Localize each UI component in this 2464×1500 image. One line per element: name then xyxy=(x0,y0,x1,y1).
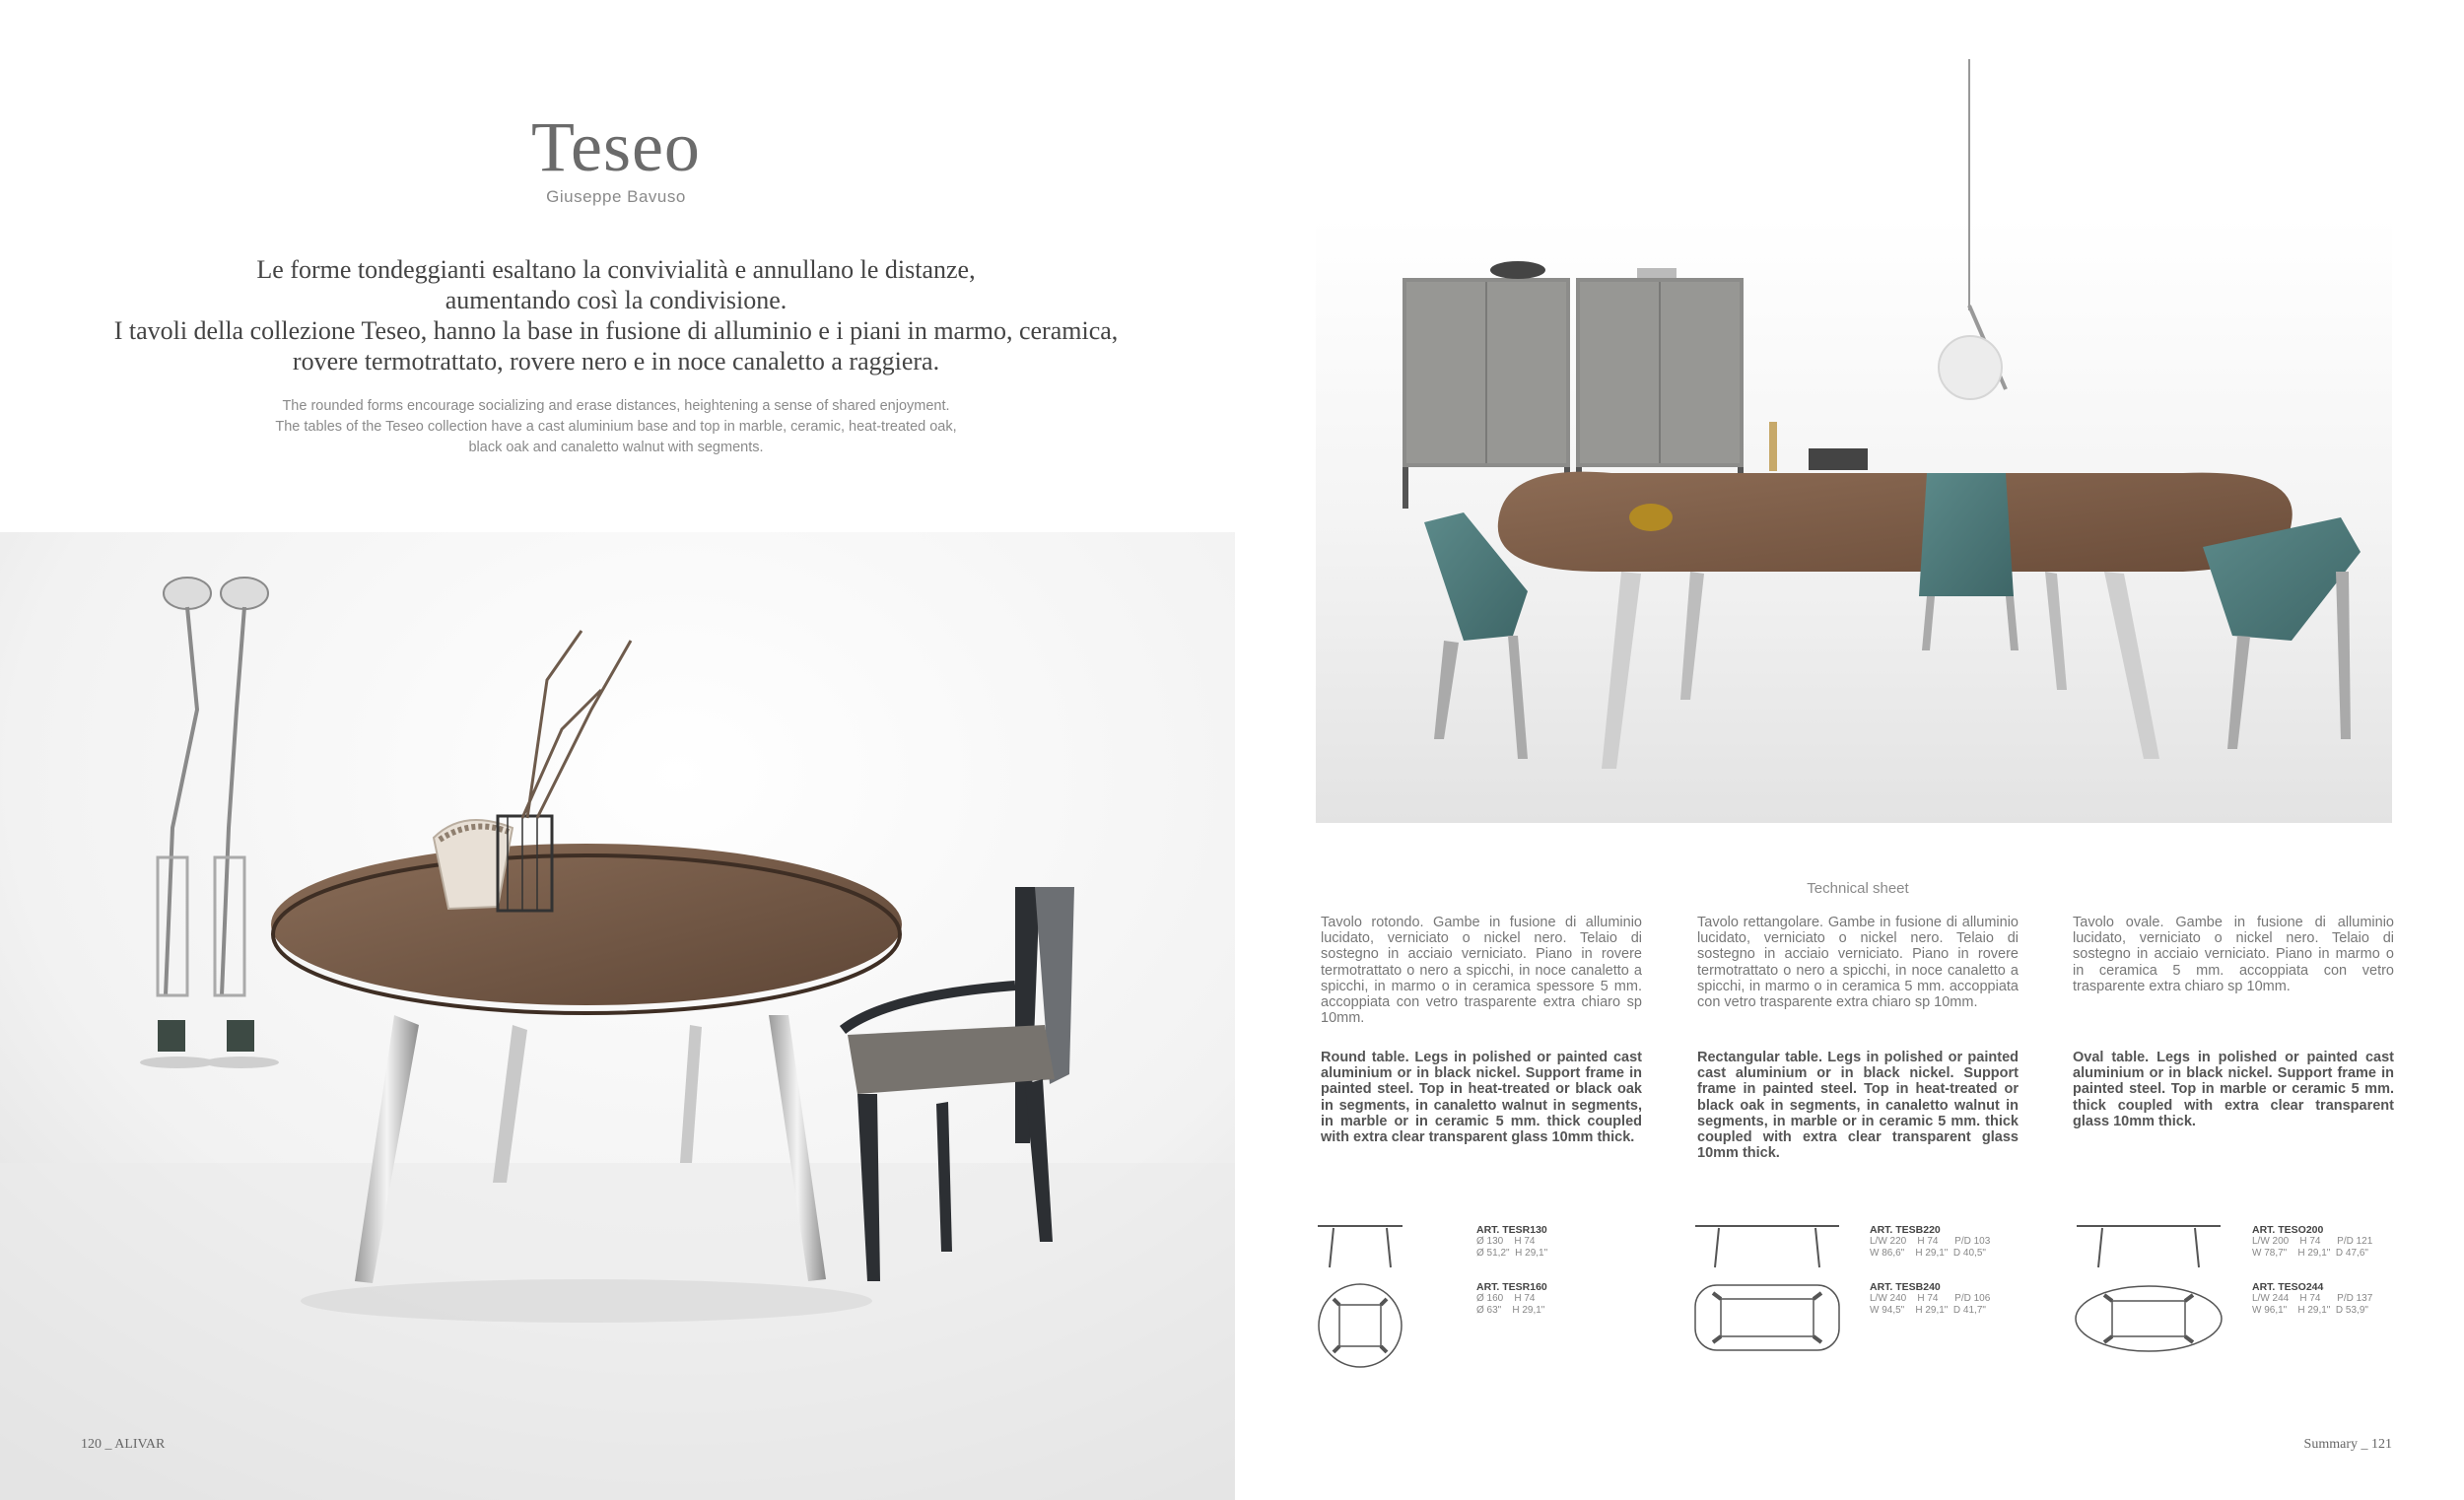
intro-italian-line: Le forme tondeggianti esaltano la convivialità e annullano le distanze, xyxy=(256,255,976,284)
oval-table-description-it: Tavolo ovale. Gambe in fusione di alluminio lucidato, verniciato o nickel nero. Telaio di sostegno in acciaio verniciato. Piano in marmo o in ceramica 5 mm. accoppiata con vetro trasparente extra chiaro sp 10mm. xyxy=(2073,915,2394,994)
intro-english-line: black oak and canaletto walnut with segments. xyxy=(468,440,764,455)
round-table-side-drawing xyxy=(1316,1220,1404,1271)
spec-metric: L/W 200 H 74 P/D 121 xyxy=(2252,1236,2373,1247)
oval-table-side-drawing xyxy=(2075,1220,2223,1271)
oval-table-description-en: Oval table. Legs in polished or painted cast aluminium or in black nickel. Support frame in painted steel. Top in marble or ceramic 5 mm. thick coupled with extra clear transparent glass 10mm thick. xyxy=(2073,1050,2394,1129)
spec-metric: Ø 160 H 74 xyxy=(1476,1293,1536,1304)
intro-italian-line: aumentando così la condivisione. xyxy=(445,286,787,314)
designer-name: Giuseppe Bavuso xyxy=(546,187,686,206)
article-code: ART. TESR160 xyxy=(1476,1281,1547,1293)
article-code: ART. TESO200 xyxy=(2252,1224,2324,1236)
intro-english-line: The tables of the Teseo collection have a cast aluminium base and top in marble, ceramic, heat-treated oak, xyxy=(275,419,957,435)
spec-imperial: Ø 51,2" H 29,1" xyxy=(1476,1248,1548,1259)
article-code: ART. TESB220 xyxy=(1870,1224,1941,1236)
spec-imperial: W 94,5" H 29,1" D 41,7" xyxy=(1870,1305,1986,1316)
round-table-top-drawing xyxy=(1316,1281,1404,1370)
article-code: ART. TESR130 xyxy=(1476,1224,1547,1236)
intro-italian xyxy=(59,254,1173,376)
spec-metric: L/W 244 H 74 P/D 137 xyxy=(2252,1293,2373,1304)
round-table-description-en: Round table. Legs in polished or painted cast aluminium or in black nickel. Support frame in painted steel. Top in heat-treated or black oak in segments, in canaletto walnut in segments, in marble or in ceramic 5 mm. thick coupled with extra clear transparent glass 10mm thick. xyxy=(1321,1050,1642,1146)
spec-tesb220 xyxy=(1870,1224,1990,1260)
page-title: Teseo xyxy=(531,107,701,186)
article-code: ART. TESB240 xyxy=(1870,1281,1941,1293)
technical-sheet-title: Technical sheet xyxy=(1807,880,1909,897)
intro-english-line: The rounded forms encourage socializing and erase distances, heightening a sense of shared enjoyment. xyxy=(282,398,950,414)
spec-imperial: W 96,1" H 29,1" D 53,9" xyxy=(2252,1305,2368,1316)
intro-italian-line: I tavoli della collezione Teseo, hanno la base in fusione di alluminio e i piani in marmo, ceramica, xyxy=(113,316,1119,345)
rectangular-table-description-en: Rectangular table. Legs in polished or painted cast aluminium or in black nickel. Support frame in painted steel. Top in heat-treated or black oak in segments, in canaletto walnut in segments, in marble or in ceramic 5 mm. thick coupled with extra clear transparent glass 10mm thick. xyxy=(1697,1050,2019,1162)
rectangular-table-description-it: Tavolo rettangolare. Gambe in fusione di alluminio lucidato, verniciato o nickel nero. Telaio di sostegno in acciaio verniciato. Piano in rovere termotrattato o nero a spicchi, in noce canaletto a spicchi, in marmo o in ceramica 5 mm. accoppiata con vetro trasparente extra chiaro sp 10mm. xyxy=(1697,915,2019,1011)
spec-imperial: W 86,6" H 29,1" D 40,5" xyxy=(1870,1248,1986,1259)
spec-imperial: Ø 63" H 29,1" xyxy=(1476,1305,1545,1316)
rectangular-table-side-drawing xyxy=(1693,1220,1841,1271)
spec-metric: L/W 220 H 74 P/D 103 xyxy=(1870,1236,1991,1247)
oval-table-photo xyxy=(1316,59,2392,823)
spec-teso244 xyxy=(2252,1281,2372,1317)
oval-table-top-drawing xyxy=(2073,1283,2224,1354)
spec-tesb240 xyxy=(1870,1281,1990,1317)
spec-imperial: W 78,7" H 29,1" D 47,6" xyxy=(2252,1248,2368,1259)
article-code: ART. TESO244 xyxy=(2252,1281,2324,1293)
intro-english xyxy=(148,396,1084,458)
rectangular-table-top-drawing xyxy=(1693,1283,1841,1352)
spec-metric: Ø 130 H 74 xyxy=(1476,1236,1536,1247)
round-table-description-it: Tavolo rotondo. Gambe in fusione di alluminio lucidato, verniciato o nickel nero. Telaio di sostegno in acciaio verniciato. Piano in rovere termotrattato o nero a spicchi, in noce canaletto a spicchi, in marmo o in ceramica spessore 5 mm. accoppiata con vetro trasparente extra chiaro sp 10mm. xyxy=(1321,915,1642,1027)
intro-italian-line: rovere termotrattato, rovere nero e in noce canaletto a raggiera. xyxy=(292,347,940,375)
spec-metric: L/W 240 H 74 P/D 106 xyxy=(1870,1293,1991,1304)
spec-tesr160 xyxy=(1476,1281,1547,1317)
round-table-photo xyxy=(0,532,1235,1500)
footer-right-page-number: Summary _ 121 xyxy=(2303,1437,2392,1452)
spec-teso200 xyxy=(2252,1224,2372,1260)
spec-tesr130 xyxy=(1476,1224,1547,1260)
footer-left-page-number: 120 _ ALIVAR xyxy=(81,1437,166,1452)
